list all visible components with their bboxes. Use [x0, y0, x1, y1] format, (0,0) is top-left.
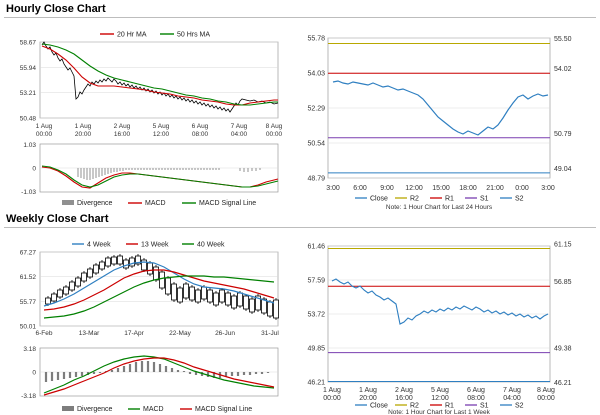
w1w-s1-label: 49.38: [554, 345, 572, 353]
hourly-close-line: [42, 42, 278, 112]
h24-xticks: [326, 185, 555, 192]
svg-text:17-Apr: 17-Apr: [124, 330, 144, 337]
legend-divergence: Divergence: [77, 200, 113, 207]
legend-13-week: 13 Week: [141, 241, 169, 249]
h24-ytick-3: 50.54: [307, 140, 325, 148]
svg-text:3:00: 3:00: [326, 185, 340, 192]
hourly-divider: [4, 17, 596, 18]
legend-50hr-ma: 50 Hrs MA: [177, 31, 211, 39]
w1w-ytick-1: 57.59: [307, 277, 325, 285]
svg-text:20:00: 20:00: [74, 131, 92, 138]
svg-text:31-Jul: 31-Jul: [261, 330, 279, 337]
w1w-legend-s1: S1: [480, 402, 489, 410]
hourly-macd-legend: [62, 200, 256, 207]
weekly-macd-legend: [62, 406, 252, 413]
weekly-section-title: Weekly Close Chart: [6, 213, 109, 225]
w1w-legend-r2: R2: [410, 402, 419, 410]
h24-ytick-1: 54.03: [307, 70, 325, 78]
hourly-section-title: Hourly Close Chart: [6, 3, 106, 15]
weekly-legend-divergence: Divergence: [77, 406, 113, 413]
h24-s2-label: 49.04: [554, 166, 572, 173]
svg-text:08:00: 08:00: [467, 395, 485, 402]
w1w-close-line: [332, 279, 548, 324]
weekly-price-xticks: [36, 330, 280, 337]
svg-text:21:00: 21:00: [486, 185, 504, 192]
svg-text:2 Aug: 2 Aug: [395, 387, 413, 394]
hourly-price-legend: [100, 32, 210, 39]
weekly-left-panel: [0, 230, 300, 415]
weekly-macd-ytick-2: -3.18: [21, 393, 36, 400]
svg-text:00:00: 00:00: [35, 131, 53, 138]
weekly-price-legend: [72, 242, 225, 249]
weekly-macd-ytick-0: 3.18: [23, 346, 36, 353]
svg-text:2 Aug: 2 Aug: [113, 123, 131, 130]
w1w-s2-label: 46.21: [554, 380, 572, 387]
svg-text:7 Aug: 7 Aug: [230, 123, 248, 130]
hourly-right-panel: [300, 20, 600, 210]
hourly-macd-ytick-0: 1.03: [23, 142, 36, 149]
w1w-legend-close: Close: [370, 402, 388, 410]
svg-text:5 Aug: 5 Aug: [152, 123, 170, 130]
hourly-price-and-macd-chart[interactable]: [0, 20, 300, 210]
svg-text:00:00: 00:00: [537, 395, 555, 402]
h24-legend-s1: S1: [480, 195, 489, 203]
svg-text:12:00: 12:00: [405, 185, 423, 192]
svg-text:7 Aug: 7 Aug: [503, 387, 521, 394]
svg-text:12:00: 12:00: [431, 395, 449, 402]
svg-text:8 Aug: 8 Aug: [537, 387, 555, 394]
w1w-legend-s2: S2: [515, 402, 524, 410]
weekly-macd-ytick-1: 0: [32, 369, 36, 377]
weekly-price-ytick-0: 67.27: [19, 249, 36, 257]
svg-text:9:00: 9:00: [380, 185, 394, 192]
hourly-price-ytick-0: 58.67: [19, 39, 36, 47]
h24-legend-r2: R2: [410, 195, 419, 203]
svg-text:04:00: 04:00: [230, 131, 248, 138]
w1w-r1-label: 56.85: [554, 279, 572, 286]
weekly-legend-macd-signal: MACD Signal Line: [195, 406, 253, 413]
svg-text:26-Jun: 26-Jun: [215, 330, 235, 337]
svg-text:15:00: 15:00: [432, 185, 450, 192]
h24-r1-label: 54.02: [554, 66, 572, 73]
weekly-macd-signal-line: [44, 358, 274, 395]
svg-text:13-Mar: 13-Mar: [78, 330, 100, 337]
hourly-price-ytick-3: 50.48: [19, 115, 36, 123]
w1w-legend-r1: R1: [445, 402, 454, 410]
weekly-ohlc-bars: [46, 254, 279, 320]
hourly-macd-line: [42, 167, 278, 188]
weekly-1week-chart[interactable]: [300, 230, 600, 415]
hourly-price-ytick-1: 55.94: [19, 64, 36, 72]
svg-text:1 Aug: 1 Aug: [35, 123, 53, 130]
svg-text:16:00: 16:00: [395, 395, 413, 402]
h24-note: Note: 1 Hour Chart for Last 24 Hours: [385, 204, 493, 210]
hourly-left-panel: [0, 20, 300, 210]
svg-text:6 Aug: 6 Aug: [191, 123, 209, 130]
h24-legend-s2: S2: [515, 195, 524, 203]
h24-ytick-0: 55.78: [307, 35, 325, 43]
hourly-ma20-line: [42, 46, 278, 105]
svg-text:00:00: 00:00: [323, 395, 341, 402]
hourly-price-ytick-2: 53.21: [19, 90, 36, 98]
hourly-ma50-line: [42, 44, 278, 105]
w1w-xticks: [323, 387, 555, 402]
hourly-macd-ytick-1: 0: [32, 165, 36, 173]
w1w-ytick-0: 61.46: [307, 243, 325, 251]
weekly-divider: [4, 227, 596, 228]
hourly-price-xticks: [36, 123, 283, 138]
weekly-row: [0, 230, 600, 415]
weekly-price-and-macd-chart[interactable]: [0, 230, 300, 415]
svg-text:0:00: 0:00: [515, 185, 529, 192]
w1w-ytick-4: 46.21: [307, 379, 325, 387]
w1w-r2-label: 61.15: [554, 241, 572, 249]
svg-text:20:00: 20:00: [359, 395, 377, 402]
svg-text:6 Aug: 6 Aug: [467, 387, 485, 394]
svg-text:22-May: 22-May: [169, 330, 191, 337]
h24-s1-label: 50.79: [554, 131, 572, 138]
h24-ytick-2: 52.29: [307, 105, 325, 113]
weekly-price-ytick-3: 50.01: [19, 323, 36, 331]
h24-legend: [355, 196, 524, 203]
w1w-note: Note: 1 Hour Chart for Last 1 Week: [388, 409, 490, 415]
svg-text:04:00: 04:00: [503, 395, 521, 402]
legend-macd-signal: MACD Signal Line: [199, 200, 257, 207]
hourly-24h-chart[interactable]: [300, 20, 600, 210]
svg-text:1 Aug: 1 Aug: [359, 387, 377, 394]
svg-text:18:00: 18:00: [459, 185, 477, 192]
svg-text:3:00: 3:00: [541, 185, 555, 192]
legend-4-week: 4 Week: [87, 241, 111, 249]
h24-ytick-4: 48.79: [307, 175, 325, 183]
hourly-row: [0, 20, 600, 210]
legend-20hr-ma: 20 Hr MA: [117, 31, 147, 39]
hourly-price-plot-frame: [40, 42, 278, 118]
h24-legend-r1: R1: [445, 195, 454, 203]
w1w-ytick-2: 53.72: [307, 311, 325, 319]
weekly-price-ytick-2: 55.77: [19, 298, 36, 306]
hourly-macd-ytick-2: -1.03: [21, 189, 36, 196]
svg-text:8 Aug: 8 Aug: [265, 123, 283, 130]
svg-text:1 Aug: 1 Aug: [323, 387, 341, 394]
weekly-price-ytick-1: 61.52: [19, 274, 36, 281]
weekly-macd-line: [44, 356, 274, 393]
w1w-ytick-3: 49.85: [307, 345, 325, 353]
svg-text:6-Feb: 6-Feb: [35, 330, 53, 337]
svg-text:6:00: 6:00: [353, 185, 367, 192]
h24-legend-close: Close: [370, 195, 388, 203]
h24-r2-label: 55.50: [554, 36, 572, 43]
weekly-right-panel: [300, 230, 600, 415]
svg-text:12:00: 12:00: [152, 131, 170, 138]
svg-text:16:00: 16:00: [113, 131, 131, 138]
weekly-legend-macd: MACD: [143, 406, 164, 413]
legend-macd: MACD: [145, 200, 166, 207]
svg-text:1 Aug: 1 Aug: [74, 123, 92, 130]
svg-text:08:00: 08:00: [191, 131, 209, 138]
svg-text:5 Aug: 5 Aug: [431, 387, 449, 394]
svg-text:00:00: 00:00: [265, 131, 283, 138]
legend-40-week: 40 Week: [197, 241, 225, 249]
